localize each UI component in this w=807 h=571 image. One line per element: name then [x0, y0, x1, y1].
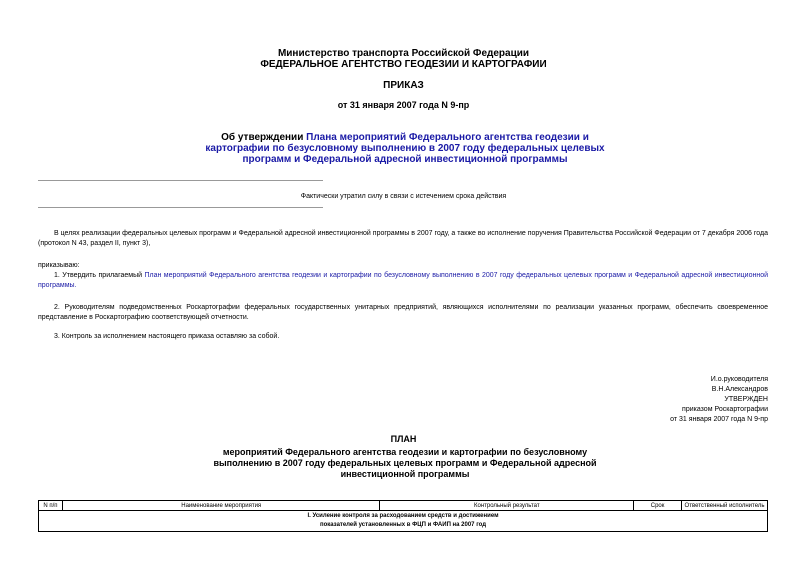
order-item-1 — [38, 271, 768, 291]
table-row — [39, 511, 768, 532]
subject-plan-link[interactable]: Плана мероприятий Федерального агентства геодезии и картографии по безусловному выполнению в 2007 году федеральных целевых программ и Федеральной адресной инвестиционной программы — [205, 132, 605, 165]
plan-title: ПЛАН — [390, 434, 417, 444]
document-subject — [200, 132, 610, 165]
divider-bottom — [38, 207, 323, 208]
plan-subtitle: мероприятий Федерального агентства геодезии и картографии по безусловному выполнению в 2007 году федеральных целевых программ и Федеральной адресной инвестиционной программы — [213, 447, 597, 479]
approval-stamp: УТВЕРЖДЕН — [724, 396, 768, 403]
table-header-row — [39, 501, 768, 511]
order-word: приказываю: — [38, 262, 80, 269]
column-header-deadline: Срок — [634, 501, 682, 511]
section-1-line-1: I. Усиление контроля за расходованием средств и достижением — [307, 513, 499, 519]
subject-prefix: Об утверждении — [221, 132, 307, 143]
order-item-3: 3. Контроль за исполнением настоящего приказа оставляю за собой. — [54, 333, 280, 340]
approval-date: от 31 января 2007 года N 9-пр — [670, 416, 768, 423]
ministry-name: Министерство транспорта Российской Федерации — [277, 48, 530, 59]
document-header — [0, 48, 807, 70]
column-header-number: N п/п — [39, 501, 63, 511]
preamble-paragraph: В целях реализации федеральных целевых программ и Федеральной адресной инвестиционной программы в 2007 году, а также во исполнение поручения Правительства Российской Федерации от 7 декабря 2006 года (протокол N 43, раздел II, пункт 3), — [38, 230, 768, 247]
plan-table — [38, 500, 768, 532]
signature-name: В.Н.Александров — [711, 386, 768, 393]
signature-position: И.о.руководителя — [710, 376, 768, 383]
document-date-number: от 31 января 2007 года N 9-пр — [337, 100, 470, 110]
item-1-plan-link[interactable]: План мероприятий Федерального агентства геодезии и картографии по безусловному выполнению в 2007 году федеральных целевых программ и Федеральной адресной инвестиционной программы. — [38, 272, 768, 289]
section-1-line-2: показателей установленных в ФЦП и ФАИП на 2007 год — [319, 522, 487, 528]
document-type: ПРИКАЗ — [383, 80, 424, 91]
divider-top — [38, 180, 323, 181]
item-1-prefix: 1. Утвердить прилагаемый — [54, 272, 145, 279]
column-header-result: Контрольный результат — [380, 501, 634, 511]
approval-order: приказом Роскартографии — [682, 406, 768, 413]
status-note: Фактически утратил силу в связи с истечением срока действия — [300, 193, 507, 200]
column-header-activity: Наименование мероприятия — [62, 501, 380, 511]
agency-name: ФЕДЕРАЛЬНОЕ АГЕНТСТВО ГЕОДЕЗИИ И КАРТОГРАФИИ — [260, 59, 547, 70]
order-item-2: 2. Руководителям подведомственных Роскартографии федеральных государственных унитарных предприятий, являющихся исполнителями по реализации указанных программ, обеспечить своевременное представление в Роскартографию соответствующей отчетности. — [38, 304, 768, 321]
section-1-heading — [39, 511, 768, 532]
column-header-responsible: Ответственный исполнитель — [682, 501, 768, 511]
